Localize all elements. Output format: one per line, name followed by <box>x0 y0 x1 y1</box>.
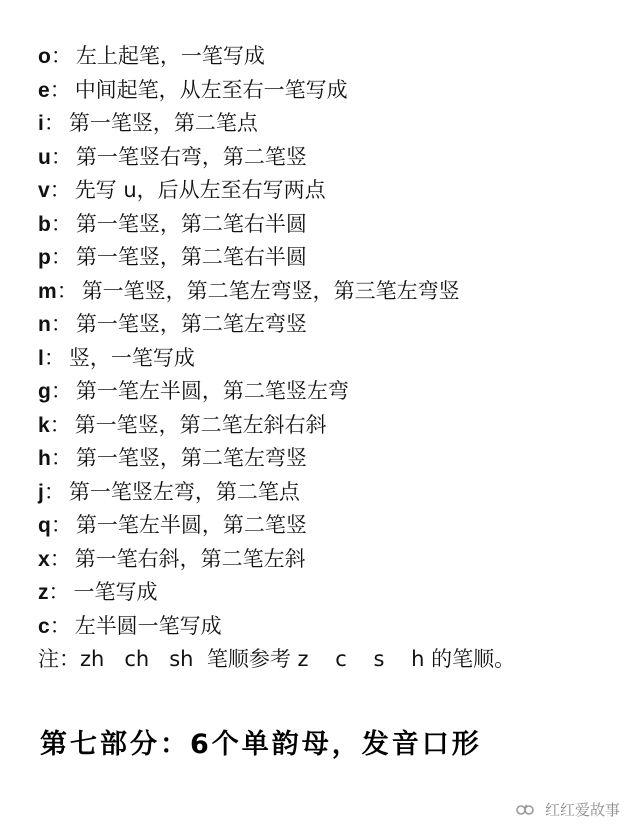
stroke-row <box>38 174 628 208</box>
stroke-description: 第一笔竖，第二笔左弯竖，第三笔左弯竖 <box>81 278 460 303</box>
separator: ： <box>50 446 72 470</box>
stroke-row <box>38 543 628 577</box>
stroke-order-list <box>38 40 628 677</box>
separator: ： <box>43 479 65 504</box>
stroke-row <box>38 509 628 543</box>
stroke-row <box>38 40 628 74</box>
stroke-row <box>38 576 628 610</box>
separator: ： <box>50 211 72 236</box>
pinyin-letter: n <box>38 313 51 336</box>
separator: ： <box>49 178 71 202</box>
note-line <box>38 643 628 677</box>
watermark <box>515 799 620 820</box>
pinyin-letter: x <box>38 547 50 571</box>
separator: ： <box>50 245 72 269</box>
stroke-row <box>38 610 628 644</box>
pinyin-letter: j <box>38 480 44 504</box>
stroke-row <box>38 74 628 108</box>
stroke-description: 左半圆一笔写成 <box>74 613 222 638</box>
stroke-row <box>38 308 628 342</box>
pinyin-letter: p <box>38 246 51 269</box>
stroke-description: 第一笔竖，第二笔左斜右斜 <box>74 412 327 437</box>
stroke-row <box>38 241 628 275</box>
stroke-row <box>38 141 628 175</box>
separator: ： <box>49 412 71 437</box>
pinyin-letter: m <box>38 279 57 303</box>
pinyin-letter: h <box>38 447 51 470</box>
pinyin-letter: q <box>38 514 51 537</box>
section-heading: 第七部分：6个单韵母，发音口形 <box>40 729 482 760</box>
watermark-text: 红红爱故事 <box>544 801 620 819</box>
stroke-description: 先写 u，后从左至右写两点 <box>74 178 326 202</box>
pinyin-letter: z <box>38 581 49 604</box>
separator: ： <box>48 580 70 604</box>
stroke-row <box>38 375 628 409</box>
stroke-row <box>38 208 628 242</box>
stroke-description: 第一笔竖，第二笔左弯竖 <box>75 312 307 336</box>
pinyin-letter: k <box>38 413 50 437</box>
pinyin-letter: i <box>38 112 44 135</box>
stroke-description: 第一笔左半圆，第二笔竖左弯 <box>75 379 349 403</box>
separator: ： <box>49 77 71 102</box>
pinyin-letter: o <box>38 45 51 68</box>
stroke-description: 第一笔右斜，第二笔左斜 <box>74 546 306 571</box>
pinyin-letter: v <box>38 179 50 202</box>
pinyin-letter: b <box>38 212 51 236</box>
stroke-description: 第一笔竖，第二笔左弯竖 <box>75 446 307 470</box>
stroke-description: 中间起笔，从左至右一笔写成 <box>74 77 348 102</box>
stroke-description: 第一笔竖，第二笔点 <box>68 111 258 135</box>
separator: ： <box>49 546 71 571</box>
stroke-description: 第一笔竖，第二笔右半圆 <box>75 245 307 269</box>
stroke-row <box>38 442 628 476</box>
stroke-row <box>38 107 628 141</box>
separator: ： <box>50 312 72 336</box>
stroke-description: 第一笔左半圆，第二笔竖 <box>75 513 307 537</box>
separator: ： <box>50 379 72 403</box>
stroke-description: 第一笔竖左弯，第二笔点 <box>68 479 300 504</box>
separator: ： <box>43 345 65 370</box>
pinyin-letter: c <box>38 614 50 638</box>
stroke-row <box>38 409 628 443</box>
stroke-description: 左上起笔，一笔写成 <box>75 44 265 68</box>
separator: ： <box>50 513 72 537</box>
stroke-row <box>38 342 628 376</box>
stroke-description: 第一笔竖，第二笔右半圆 <box>75 211 307 236</box>
pinyin-letter: e <box>38 78 50 102</box>
stroke-description: 竖，一笔写成 <box>68 345 195 370</box>
separator: ： <box>49 613 71 638</box>
pinyin-letter: l <box>38 346 44 370</box>
stroke-row <box>38 275 628 309</box>
stroke-description: 一笔写成 <box>73 580 158 604</box>
pinyin-letter: u <box>38 145 51 169</box>
note-text: 注：zh ch sh 笔顺参考 z c s h 的笔顺。 <box>38 647 516 671</box>
wechat-channel-icon <box>515 800 539 820</box>
stroke-row <box>38 476 628 510</box>
separator: ： <box>43 111 65 135</box>
separator: ： <box>50 144 72 169</box>
separator: ： <box>50 44 72 68</box>
separator: ： <box>56 278 78 303</box>
stroke-description: 第一笔竖右弯，第二笔竖 <box>75 144 307 169</box>
pinyin-letter: g <box>38 380 51 403</box>
